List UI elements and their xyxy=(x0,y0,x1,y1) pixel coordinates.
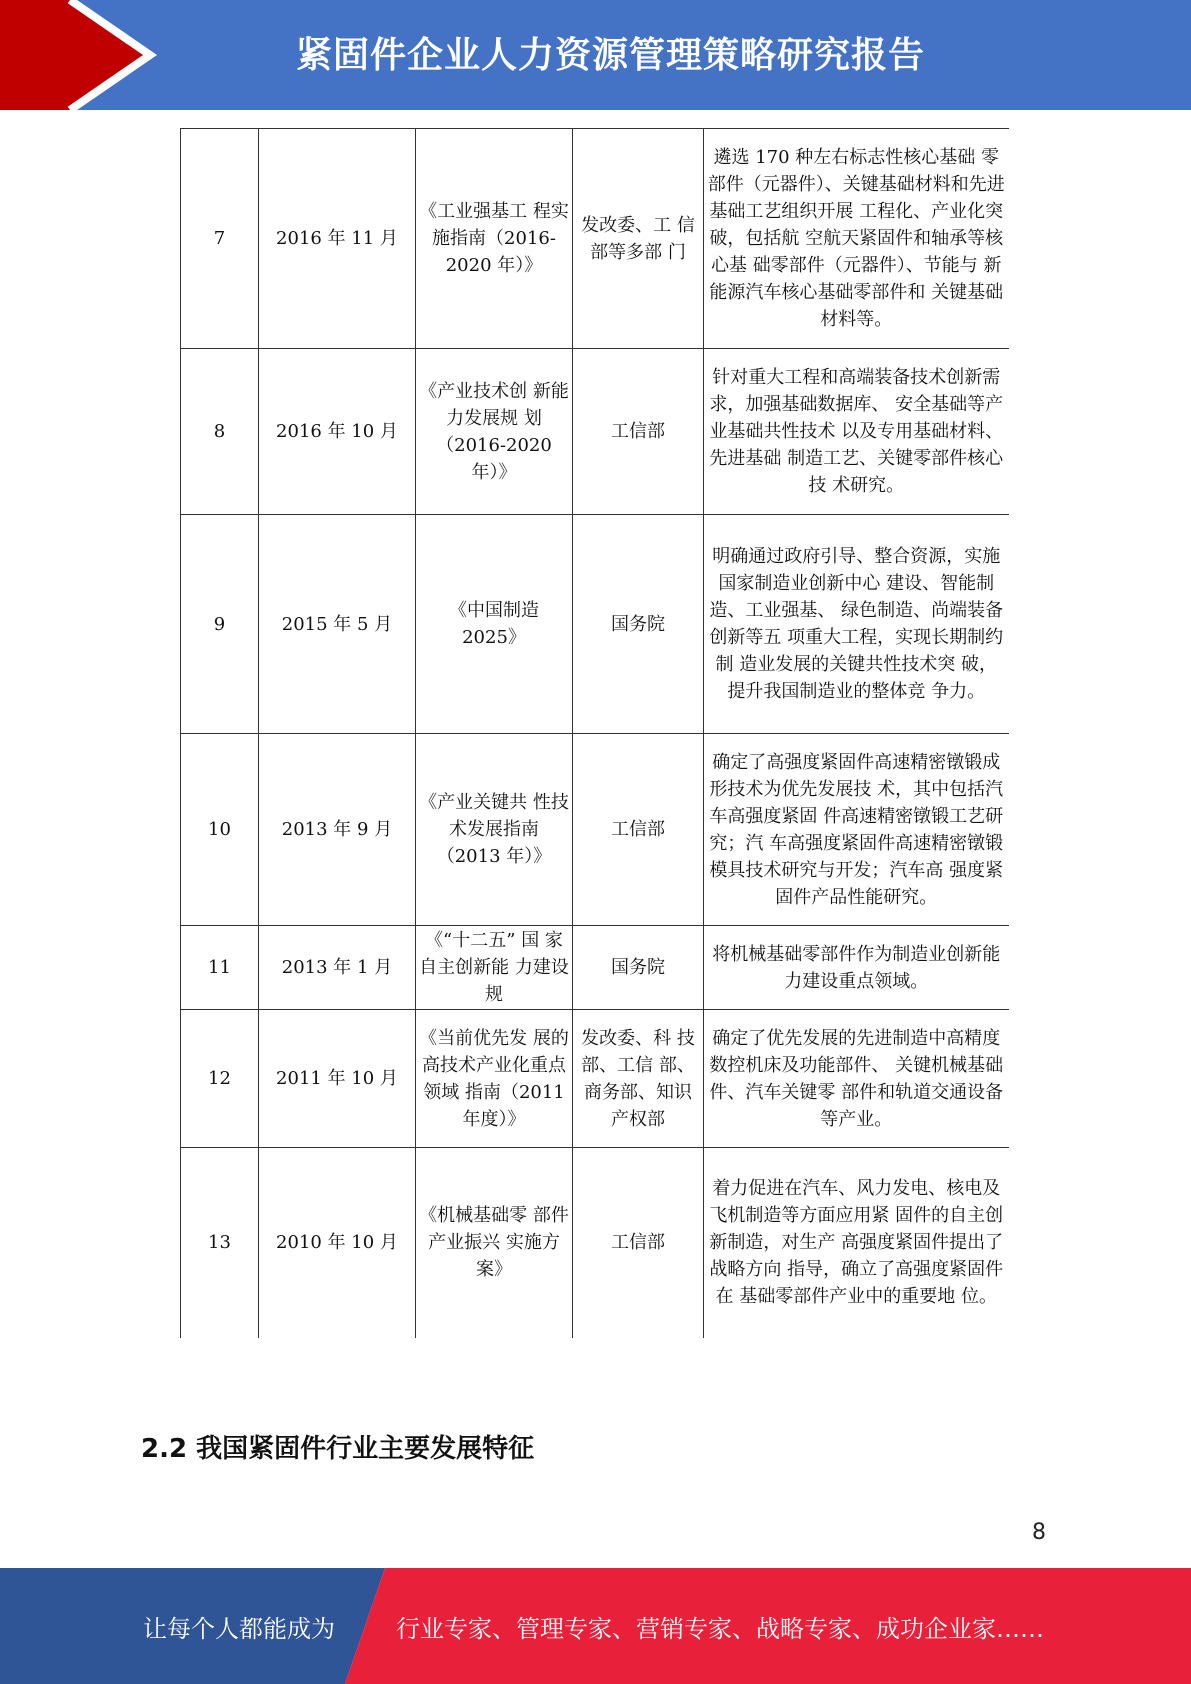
policy-content: 着力促进在汽车、风力发电、核电及飞机制造等方面应用紧 固件的自主创新制造，对生产 高强度紧固件提出了战略方向 指导，确立了高强度紧固件在 基础零部件产业中的重要地 位。 xyxy=(704,1148,1009,1338)
policy-document: 《产业技术创 新能力发展规 划（2016-2020 年）》 xyxy=(416,349,573,515)
issuing-department: 发改委、工 信部等多部 门 xyxy=(573,129,704,349)
row-number: 13 xyxy=(181,1148,259,1338)
policy-document: 《“十二五” 国 家自主创新能 力建设规 xyxy=(416,926,573,1010)
issuing-department: 国务院 xyxy=(573,515,704,734)
row-number: 8 xyxy=(181,349,259,515)
policy-content: 针对重大工程和高端装备技术创新需求，加强基础数据库、 安全基础等产业基础共性技术 以及专用基础材料、先进基础 制造工艺、关键零部件核心技 术研究。 xyxy=(704,349,1009,515)
issue-date: 2016 年 10 月 xyxy=(259,349,416,515)
row-number: 11 xyxy=(181,926,259,1010)
row-number: 9 xyxy=(181,515,259,734)
policy-content: 遴选 170 种左右标志性核心基础 零部件（元器件）、关键基础材料和先进基础工艺组织开展 工程化、产业化突破，包括航 空航天紧固件和轴承等核心基 础零部件（元器件）、节能与 新能源汽车核心基础零部件和 关键基础材料等。 xyxy=(704,129,1009,349)
table-row xyxy=(181,734,1009,926)
issue-date: 2013 年 1 月 xyxy=(259,926,416,1010)
policy-table xyxy=(180,128,1009,1338)
policy-content: 确定了高强度紧固件高速精密镦锻成形技术为优先发展技 术，其中包括汽车高强度紧固 件高速精密镦锻工艺研究；汽 车高强度紧固件高速精密镦锻 模具技术研究与开发；汽车高 强度紧固件产品性能研究。 xyxy=(704,734,1009,926)
footer-slogan-right: 行业专家、管理专家、营销专家、战略专家、成功企业家…… xyxy=(396,1614,1044,1643)
table-row xyxy=(181,926,1009,1010)
footer-slogan-left: 让每个人都能成为 xyxy=(143,1614,335,1643)
row-number: 10 xyxy=(181,734,259,926)
row-number: 7 xyxy=(181,129,259,349)
policy-content: 确定了优先发展的先进制造中高精度数控机床及功能部件、 关键机械基础件、汽车关键零 部件和轨道交通设备等产业。 xyxy=(704,1010,1009,1148)
policy-document: 《中国制造 2025》 xyxy=(416,515,573,734)
issue-date: 2010 年 10 月 xyxy=(259,1148,416,1338)
issue-date: 2016 年 11 月 xyxy=(259,129,416,349)
issuing-department: 工信部 xyxy=(573,349,704,515)
page-number: 8 xyxy=(1032,1520,1046,1545)
issue-date: 2011 年 10 月 xyxy=(259,1010,416,1148)
report-title: 紧固件企业人力资源管理策略研究报告 xyxy=(295,34,925,76)
issue-date: 2013 年 9 月 xyxy=(259,734,416,926)
row-number: 12 xyxy=(181,1010,259,1148)
issue-date: 2015 年 5 月 xyxy=(259,515,416,734)
section-heading: 2.2 我国紧固件行业主要发展特征 xyxy=(141,1434,535,1464)
policy-document: 《当前优先发 展的高技术产业化重点领域 指南（2011 年度）》 xyxy=(416,1010,573,1148)
table-row xyxy=(181,1010,1009,1148)
table-row xyxy=(181,515,1009,734)
table-row xyxy=(181,349,1009,515)
issuing-department: 工信部 xyxy=(573,734,704,926)
issuing-department: 工信部 xyxy=(573,1148,704,1338)
policy-document: 《机械基础零 部件产业振兴 实施方案》 xyxy=(416,1148,573,1338)
issuing-department: 国务院 xyxy=(573,926,704,1010)
page-footer xyxy=(0,1568,1191,1684)
policy-document: 《产业关键共 性技术发展指南（2013 年）》 xyxy=(416,734,573,926)
page-header xyxy=(0,0,1191,110)
table-row xyxy=(181,1148,1009,1338)
table-row xyxy=(181,129,1009,349)
policy-content: 明确通过政府引导、整合资源，实施国家制造业创新中心 建设、智能制造、工业强基、 绿色制造、尚端装备创新等五 项重大工程，实现长期制约制 造业发展的关键共性技术突 破，提升我国制造业的整体竞 争力。 xyxy=(704,515,1009,734)
policy-content: 将机械基础零部件作为制造业创新能力建设重点领域。 xyxy=(704,926,1009,1010)
issuing-department: 发改委、科 技部、工信 部、商务部、知识产权部 xyxy=(573,1010,704,1148)
policy-document: 《工业强基工 程实施指南（2016-2020 年）》 xyxy=(416,129,573,349)
